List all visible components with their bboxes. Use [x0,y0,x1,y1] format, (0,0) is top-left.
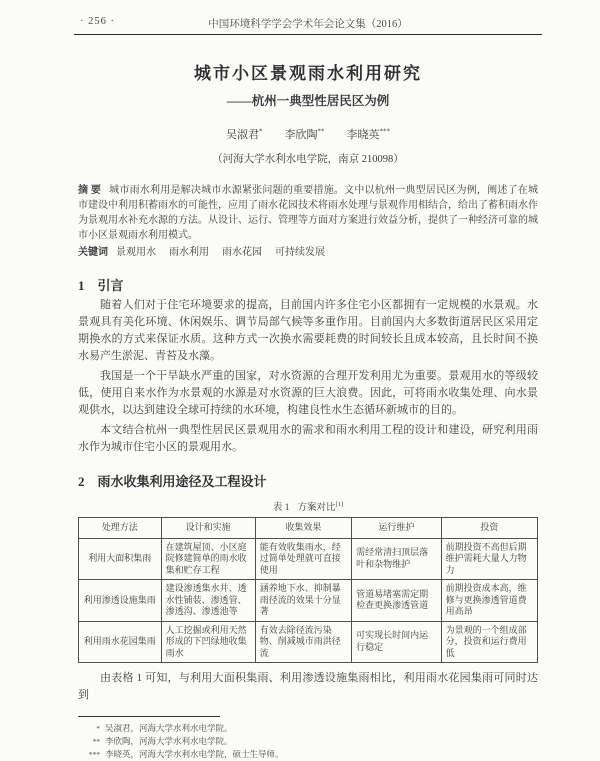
footnote-item [78,722,538,735]
keywords-list [116,247,338,258]
author-mark: ** [317,127,325,136]
table-cell: 人工挖掘或利用天然形成的下凹绿地收集雨水 [161,621,255,663]
table-caption-label: 表 1 [272,503,290,513]
footnotes [78,722,538,761]
table-cell: 管道易堵塞需定期检查更换渗透管道 [352,580,442,622]
section-number: 2 [78,474,85,489]
table-cell: 涵养地下水、抑制暴雨径流的效果十分显著 [255,580,351,622]
table-cell: 利用雨水花园集雨 [79,621,162,663]
table-row [79,621,538,663]
header-rule [74,34,542,35]
table-caption-ref: [1] [335,500,344,508]
comparison-table [78,517,538,663]
footnote-rule [78,716,220,717]
author-mark: * [259,127,263,136]
table-header-cell: 处理方法 [79,518,162,539]
footnote-mark: * [96,724,100,733]
footnote-item [78,735,538,748]
paragraph: 随着人们对于住宅环境要求的提高，目前国内许多住宅小区都拥有一定规模的水景观。水景观具有美化环境、休闲娱乐、调节局部气候等多重作用。目前国内大多数街道居民区采用定期换水的方式来保证水质。这种方式一次换水需要耗费的时间较长且成本较高，且长时间不换水易产生淤泥、青苔及水藻。 [78,299,538,362]
table-cell: 为景观的一个组成部分，投资和运行费用低 [441,621,537,663]
paper-title: 城市小区景观雨水利用研究 [194,64,422,83]
table-cell: 在建筑屋顶、小区庭院修建简单的雨水收集和贮存工程 [161,538,255,580]
journal-title: 中国环境科学学会学术年会论文集（2016） [208,19,408,30]
table-caption-text: 方案对比 [297,503,336,513]
paragraph: 由表格 1 可知，与利用大面积集雨、利用渗透设施集雨相比，利用雨水花园集雨可同时达到 [78,672,538,701]
author-name: 李欣陶** [284,127,325,141]
footnote-text: 李欣陶，河海大学水利水电学院。 [105,736,233,746]
affiliation: （河海大学水利水电学院，南京 210098） [212,154,404,165]
keyword: 雨水利用 [169,247,209,258]
section-number: 1 [78,278,85,293]
paragraph: 我国是一个干旱缺水严重的国家，对水资源的合理开发利用尤为重要。景观用水的等级较低，使用自来水作为水景观的水源是对水资源的巨大浪费。因此，可将雨水收集处理、向水景观供水，以达到建设全球可持续的水环境，构建良性水生态循环新城市的目的。 [78,370,538,416]
page-header [78,16,538,30]
table-row [79,538,538,580]
table-caption [78,499,538,513]
table-header-cell: 收集效果 [255,518,351,539]
abstract-text: 城市雨水利用是解决城市水源紧张问题的重要措施。文中以杭州一典型居民区为例，阐述了在城市建设中利用积蓄雨水的可能性，应用了雨水花园技术将雨水处理与景观作用相结合，给出了蓄积雨水作为景观用水补充水源的方法。从设计、运行、管理等方面对方案进行效益分析，提供了一种经济可靠的城市小区景观雨水利用模式。 [78,185,539,241]
paper-subtitle: ——杭州一典型性居民区为例 [226,94,390,108]
table-cell: 利用渗透设施集雨 [79,580,162,622]
author-mark: *** [379,127,390,136]
table-cell: 能有效收集雨水，经过简单处理就可直接使用 [255,538,351,580]
table-header-cell: 运行维护 [352,518,442,539]
abstract-label: 摘 要 [78,185,102,196]
table-header-cell: 投资 [441,518,537,539]
section-heading-2 [78,471,538,490]
table-header-cell: 设计和实施 [161,518,255,539]
table-cell: 前期投资不高但后期维护需耗大量人力物力 [441,538,537,580]
authors-line [78,126,538,142]
table-cell: 建设渗透集水井、透水性铺装、渗透管、渗透沟、渗透池等 [161,580,255,622]
paragraph: 本文结合杭州一典型性居民区景观用水的需求和雨水利用工程的设计和建设，研究利用雨水作为城市住宅小区的景观用水。 [78,424,538,453]
keyword: 景观用水 [116,247,156,258]
author-name: 李晓英*** [346,127,390,141]
table-cell: 可实现长时间内运行稳定 [352,621,442,663]
abstract [78,183,538,243]
table-cell: 有效去除径流污染物、削减城市雨洪径流 [255,621,351,663]
keyword: 可持续发展 [275,247,325,258]
section-heading-1 [78,275,538,294]
footnote-mark: *** [88,750,100,759]
table-header-row [79,518,538,539]
page-number: · 256 · [80,16,115,27]
keyword: 雨水花园 [222,247,262,258]
table-row [79,580,538,622]
table-cell: 前期投资成本高，维修与更换渗透管道费用高昂 [441,580,537,622]
footnote-text: 李晓英，河海大学水利水电学院，硕士生导师。 [105,749,284,759]
footnote-mark: ** [92,737,100,746]
table-cell: 利用大面积集雨 [79,538,162,580]
section-title: 雨水收集利用途径及工程设计 [97,474,267,489]
footnote-item [78,748,538,761]
keywords-label: 关键词 [78,247,108,258]
section-title: 引言 [97,278,124,293]
keywords-line [78,245,538,260]
footnote-text: 吴淑君，河海大学水利水电学院。 [105,723,233,733]
table-cell: 需经常清扫顶层落叶和杂物维护 [352,538,442,580]
author-name: 吴淑君* [226,127,263,141]
